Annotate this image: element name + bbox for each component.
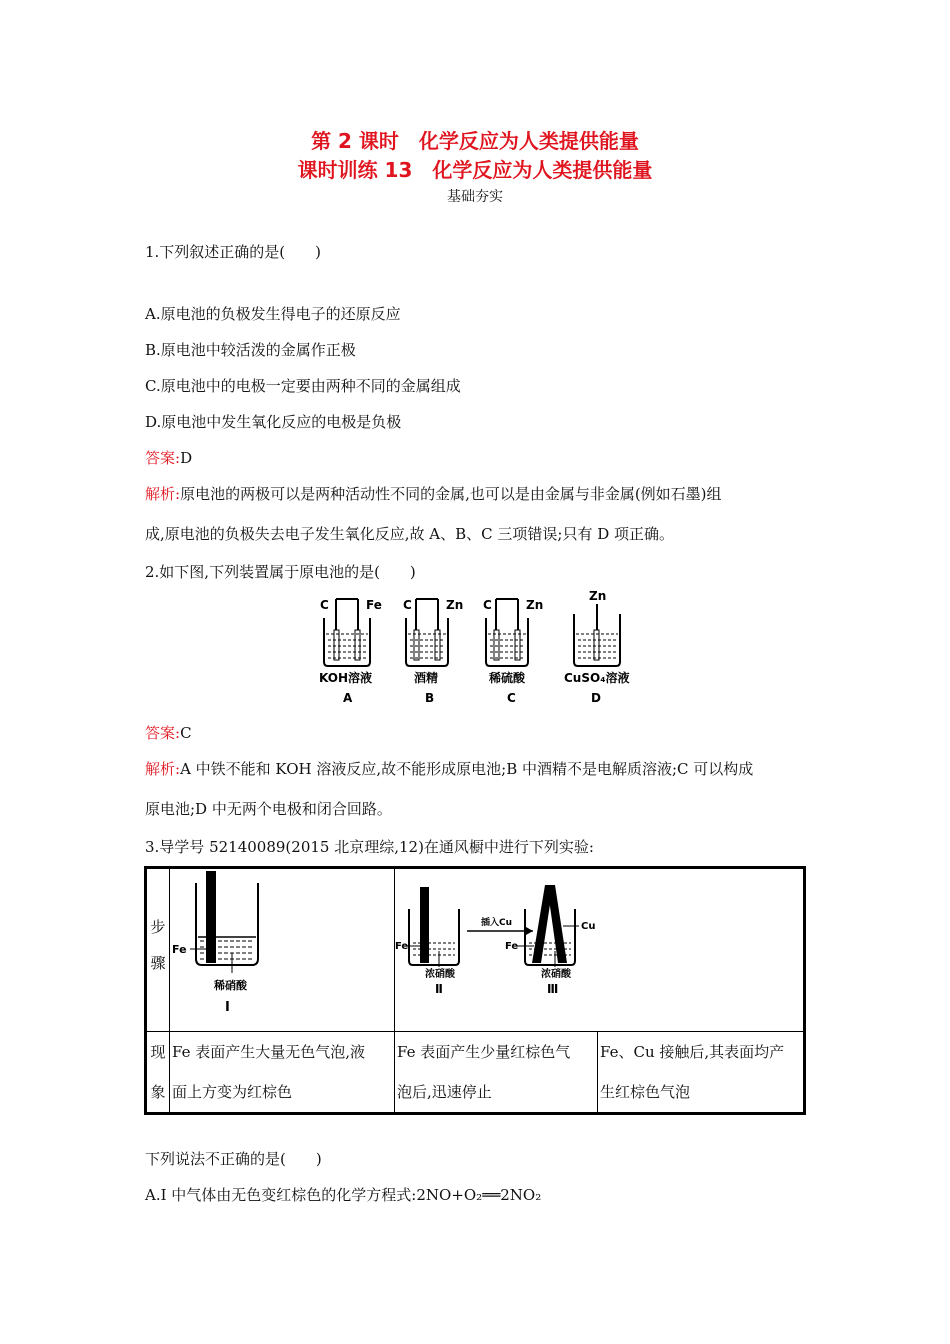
device-a [319, 598, 382, 705]
q2-figure [310, 586, 640, 708]
q3-stem: 3.导学号 52140089(2015 北京理综,12)在通风橱中进行下列实验: [145, 838, 594, 856]
observation-line: Fe 表面产生少量红棕色气 [397, 1043, 571, 1061]
q1-analysis-2: 成,原电池的负极失去电子发生氧化反应,故 A、B、C 三项错误;只有 D 项正确。 [145, 525, 675, 543]
step-figure-1 [170, 868, 395, 1032]
answer-value: C [180, 724, 192, 742]
q3-follow: 下列说法不正确的是( ) [145, 1150, 322, 1168]
metal-label: Fe [172, 943, 187, 956]
analysis-label: 解析: [145, 485, 181, 503]
q2-answer [145, 722, 192, 743]
solution-label: 浓硝酸 [541, 969, 571, 980]
training-title: 课时训练 13 化学反应为人类提供能量 [297, 158, 653, 182]
electrode-label: C [320, 598, 329, 612]
device-letter: B [425, 691, 435, 705]
beaker-figure-2 [395, 869, 803, 1027]
device-letter: A [343, 691, 353, 705]
q2-analysis-2: 原电池;D 中无两个电极和闭合回路。 [145, 800, 392, 818]
q2-analysis-1 [145, 758, 753, 779]
arrow-label: 插入Cu [481, 918, 513, 928]
q3-option-a: A.Ⅰ 中气体由无色变红棕色的化学方程式:2NO+O₂══2NO₂ [145, 1186, 542, 1204]
row-head-char: 骤 [150, 954, 166, 972]
device-b [403, 598, 463, 705]
observation-2 [395, 1032, 598, 1114]
metal-label: Cu [581, 921, 596, 932]
observation-line: 面上方变为红棕色 [172, 1083, 293, 1101]
q1-option-a: A.原电池的负极发生得电子的还原反应 [145, 305, 401, 323]
solution-label: 酒精 [414, 671, 439, 685]
answer-label: 答案: [145, 449, 181, 467]
observation-line: Fe 表面产生大量无色气泡,液 [172, 1043, 366, 1061]
observation-line: Fe、Cu 接触后,其表面均产 [600, 1043, 785, 1061]
roman-label: Ⅱ [435, 982, 443, 996]
section-label: 基础夯实 [447, 189, 503, 205]
step-figure-2 [395, 868, 805, 1032]
row-head-steps [146, 868, 170, 1032]
row-head-char: 步 [150, 918, 166, 936]
experiment-table [144, 866, 806, 1115]
electrode-label: C [403, 598, 412, 612]
observation-line: 生红棕色气泡 [600, 1083, 691, 1101]
solution-label: 浓硝酸 [425, 969, 455, 980]
electrode-label: Zn [526, 598, 544, 612]
answer-label: 答案: [145, 724, 181, 742]
solution-label: 稀硫酸 [489, 671, 526, 685]
electrode-label: Zn [589, 589, 607, 603]
device-letter: D [591, 691, 601, 705]
device-letter: C [507, 691, 516, 705]
analysis-text: 原电池的两极可以是两种活动性不同的金属,也可以是由金属与非金属(例如石墨)组 [180, 485, 722, 503]
row-head-char: 现 [150, 1043, 166, 1061]
electrode-label: Zn [446, 598, 464, 612]
solution-label: CuSO₄溶液 [564, 671, 630, 685]
q1-option-b: B.原电池中较活泼的金属作正极 [145, 341, 356, 359]
q1-stem: 1.下列叙述正确的是( ) [145, 243, 322, 261]
analysis-text: A 中铁不能和 KOH 溶液反应,故不能形成原电池;B 中酒精不是电解质溶液;C 可以构成 [180, 760, 754, 778]
observation-1 [170, 1032, 395, 1114]
analysis-label: 解析: [145, 760, 181, 778]
solution-label: KOH溶液 [319, 671, 373, 685]
observation-3 [598, 1032, 805, 1114]
row-head-observations [146, 1032, 170, 1114]
q1-option-d: D.原电池中发生氧化反应的电极是负极 [145, 413, 402, 431]
row-head-char: 象 [150, 1083, 166, 1101]
q1-answer [145, 447, 192, 468]
beaker-figure-1 [170, 869, 394, 1027]
electrode-label: Fe [366, 598, 382, 612]
device-c [483, 598, 543, 705]
q1-option-c: C.原电池中的电极一定要由两种不同的金属组成 [145, 377, 461, 395]
roman-label: Ⅲ [547, 982, 559, 996]
q2-stem: 2.如下图,下列装置属于原电池的是( ) [145, 563, 416, 581]
device-d [564, 589, 629, 705]
q1-analysis-1 [145, 483, 722, 504]
electrode-label: C [483, 598, 492, 612]
metal-label: Fe [395, 941, 409, 952]
roman-label: Ⅰ [225, 1000, 230, 1015]
metal-label: Fe [505, 941, 519, 952]
observation-line: 泡后,迅速停止 [397, 1083, 492, 1101]
solution-label: 稀硝酸 [214, 979, 247, 992]
answer-value: D [180, 449, 193, 467]
lesson-title: 第 2 课时 化学反应为人类提供能量 [311, 129, 639, 153]
